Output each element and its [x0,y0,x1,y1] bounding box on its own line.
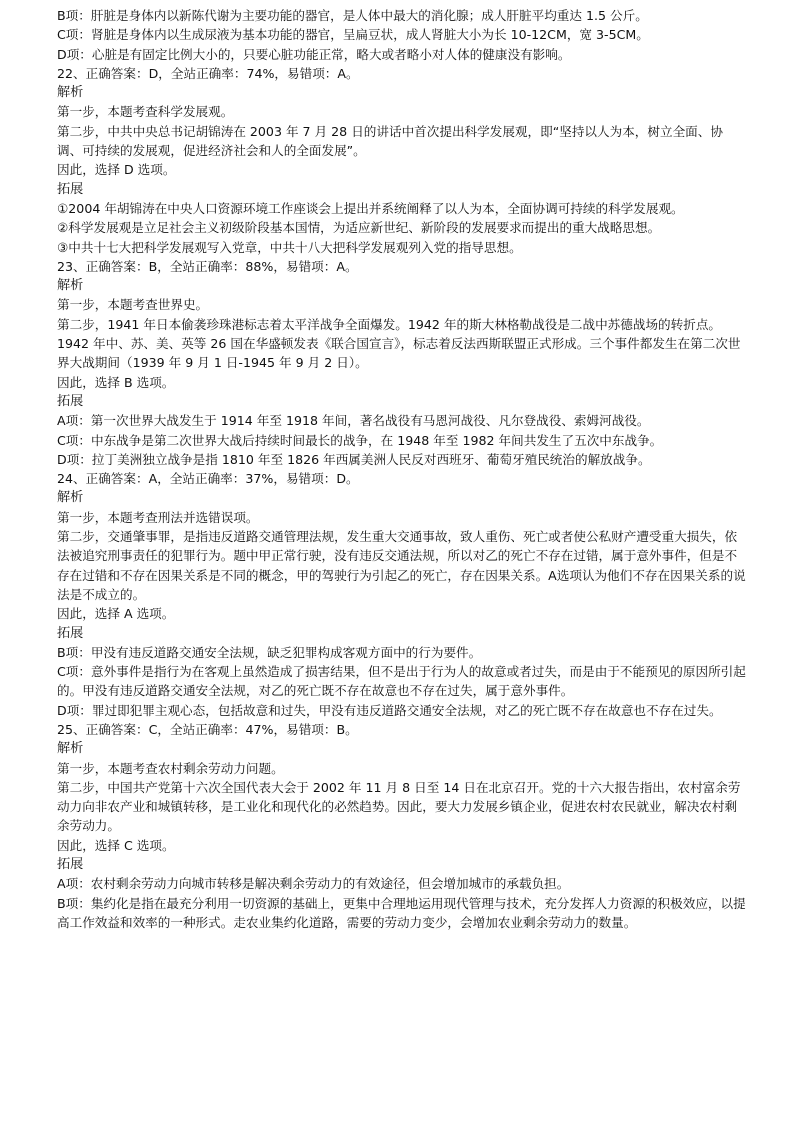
paragraph: 第一步，本题考查世界史。 [57,297,209,313]
paragraph: 第二步，交通肇事罪，是指违反道路交通管理法规，发生重大交通事故，致人重伤、死亡或者使公私财产遭受重大损失，依法被追究刑事责任的犯罪行为。题中甲正常行驶，没有违反交通法规，所以对乙的死亡不存在过错，属于意外事件，但是不存在过错和不存在因果关系是不同的概念，甲的驾驶行为引起乙的死亡，存在因果关系。A选项认为他们不存在因果关系的说法是不成立的。 [57,529,746,602]
paragraph: D项：心脏是有固定比例大小的，只要心脏功能正常，略大或者略小对人体的健康没有影响。 [57,46,571,62]
paragraph: C项：肾脏是身体内以生成尿液为基本功能的器官，呈扁豆状，成人肾脏大小为长 10-12CM，宽 3-5CM。 [57,27,649,43]
paragraph: 第一步，本题考查刑法并选错误项。 [57,509,259,525]
paragraph: 因此，选择 A 选项。 [57,606,175,622]
section-heading: 解析 [57,85,84,101]
paragraph: ③中共十七大把科学发展观写入党章，中共十八大把科学发展观列入党的指导思想。 [57,239,522,255]
paragraph: C项：意外事件是指行为在客观上虽然造成了损害结果，但不是出于行为人的故意或者过失，而是由于不能预见的原因所引起的。甲没有违反道路交通安全法规，对乙的死亡既不存在故意也不存在过失，属于意外事件。 [57,664,746,699]
paragraph: A项：农村剩余劳动力向城市转移是解决剩余劳动力的有效途径，但会增加城市的承载负担。 [57,876,570,892]
answer-line: 22、正确答案：D，全站正确率：74%，易错项：A。 [57,65,359,81]
paragraph: 第一步，本题考查农村剩余劳动力问题。 [57,760,284,776]
paragraph: D项：罪过即犯罪主观心态，包括故意和过失，甲没有违反道路交通安全法规，对乙的死亡既不存在故意也不存在过失。 [57,702,722,718]
paragraph: 因此，选择 C 选项。 [57,837,175,853]
paragraph: B项：集约化是指在最充分利用一切资源的基础上，更集中合理地运用现代管理与技术，充分发挥人力资源的积极效应，以提高工作效益和效率的一种形式。走农业集约化道路，需要的劳动力变少，会增加农业剩余劳动力的数量。 [57,895,746,930]
paragraph: B项：甲没有违反道路交通安全法规，缺乏犯罪构成客观方面中的行为要件。 [57,644,482,660]
section-heading: 解析 [57,278,84,294]
paragraph: D项：拉丁美洲独立战争是指 1810 年至 1826 年西属美洲人民反对西班牙、葡萄牙殖民统治的解放战争。 [57,451,651,467]
section-heading: 解析 [57,490,84,506]
paragraph: ②科学发展观是立足社会主义初级阶段基本国情，为适应新世纪、新阶段的发展要求而提出的重大战略思想。 [57,220,661,236]
paragraph: 因此，选择 D 选项。 [57,162,176,178]
section-heading: 拓展 [57,393,84,409]
paragraph: A项：第一次世界大战发生于 1914 年至 1918 年间，著名战役有马恩河战役、凡尔登战役、索姆河战役。 [57,413,650,429]
answer-line: 23、正确答案：B，全站正确率：88%，易错项：A。 [57,258,358,274]
paragraph: B项：肝脏是身体内以新陈代谢为主要功能的器官，是人体中最大的消化腺；成人肝脏平均重达 1.5 公斤。 [57,8,648,23]
answer-line: 24、正确答案：A，全站正确率：37%，易错项：D。 [57,471,359,487]
answer-line: 25、正确答案：C，全站正确率：47%，易错项：B。 [57,721,358,737]
paragraph: C项：中东战争是第二次世界大战后持续时间最长的战争，在 1948 年至 1982 年间共发生了五次中东战争。 [57,432,663,448]
section-heading: 拓展 [57,625,84,641]
section-heading: 解析 [57,741,84,757]
paragraph: 第二步，中共中央总书记胡锦涛在 2003 年 7 月 28 日的讲话中首次提出科学发展观，即“坚持以人为本，树立全面、协调、可持续的发展观，促进经济社会和人的全面发展”。 [57,123,723,159]
section-heading: 拓展 [57,857,84,873]
section-heading: 拓展 [57,181,84,197]
paragraph: 因此，选择 B 选项。 [57,374,175,390]
paragraph: ①2004 年胡锦涛在中央人口资源环境工作座谈会上提出并系统阐释了以人为本，全面协调可持续的科学发展观。 [57,200,684,216]
paragraph: 第二步，1941 年日本偷袭珍珠港标志着太平洋战争全面爆发。1942 年的斯大林格勒战役是二战中苏德战场的转折点。1942 年中、苏、美、英等 26 国在华盛顿发表《联合国宣言》，标志着反法西斯联盟正式形成。三个事件都发生在第二次世界大战期间（1939 年 9 月 1 日-1945 年 9 月 2 日）。 [57,316,741,371]
paragraph: 第一步，本题考查科学发展观。 [57,104,234,120]
paragraph: 第二步，中国共产党第十六次全国代表大会于 2002 年 11 月 8 日至 14 日在北京召开。党的十六大报告指出，农村富余劳动力向非农产业和城镇转移，是工业化和现代化的必然趋势。因此，要大力发展乡镇企业，促进农村农民就业，解决农村剩余劳动力。 [57,779,741,834]
